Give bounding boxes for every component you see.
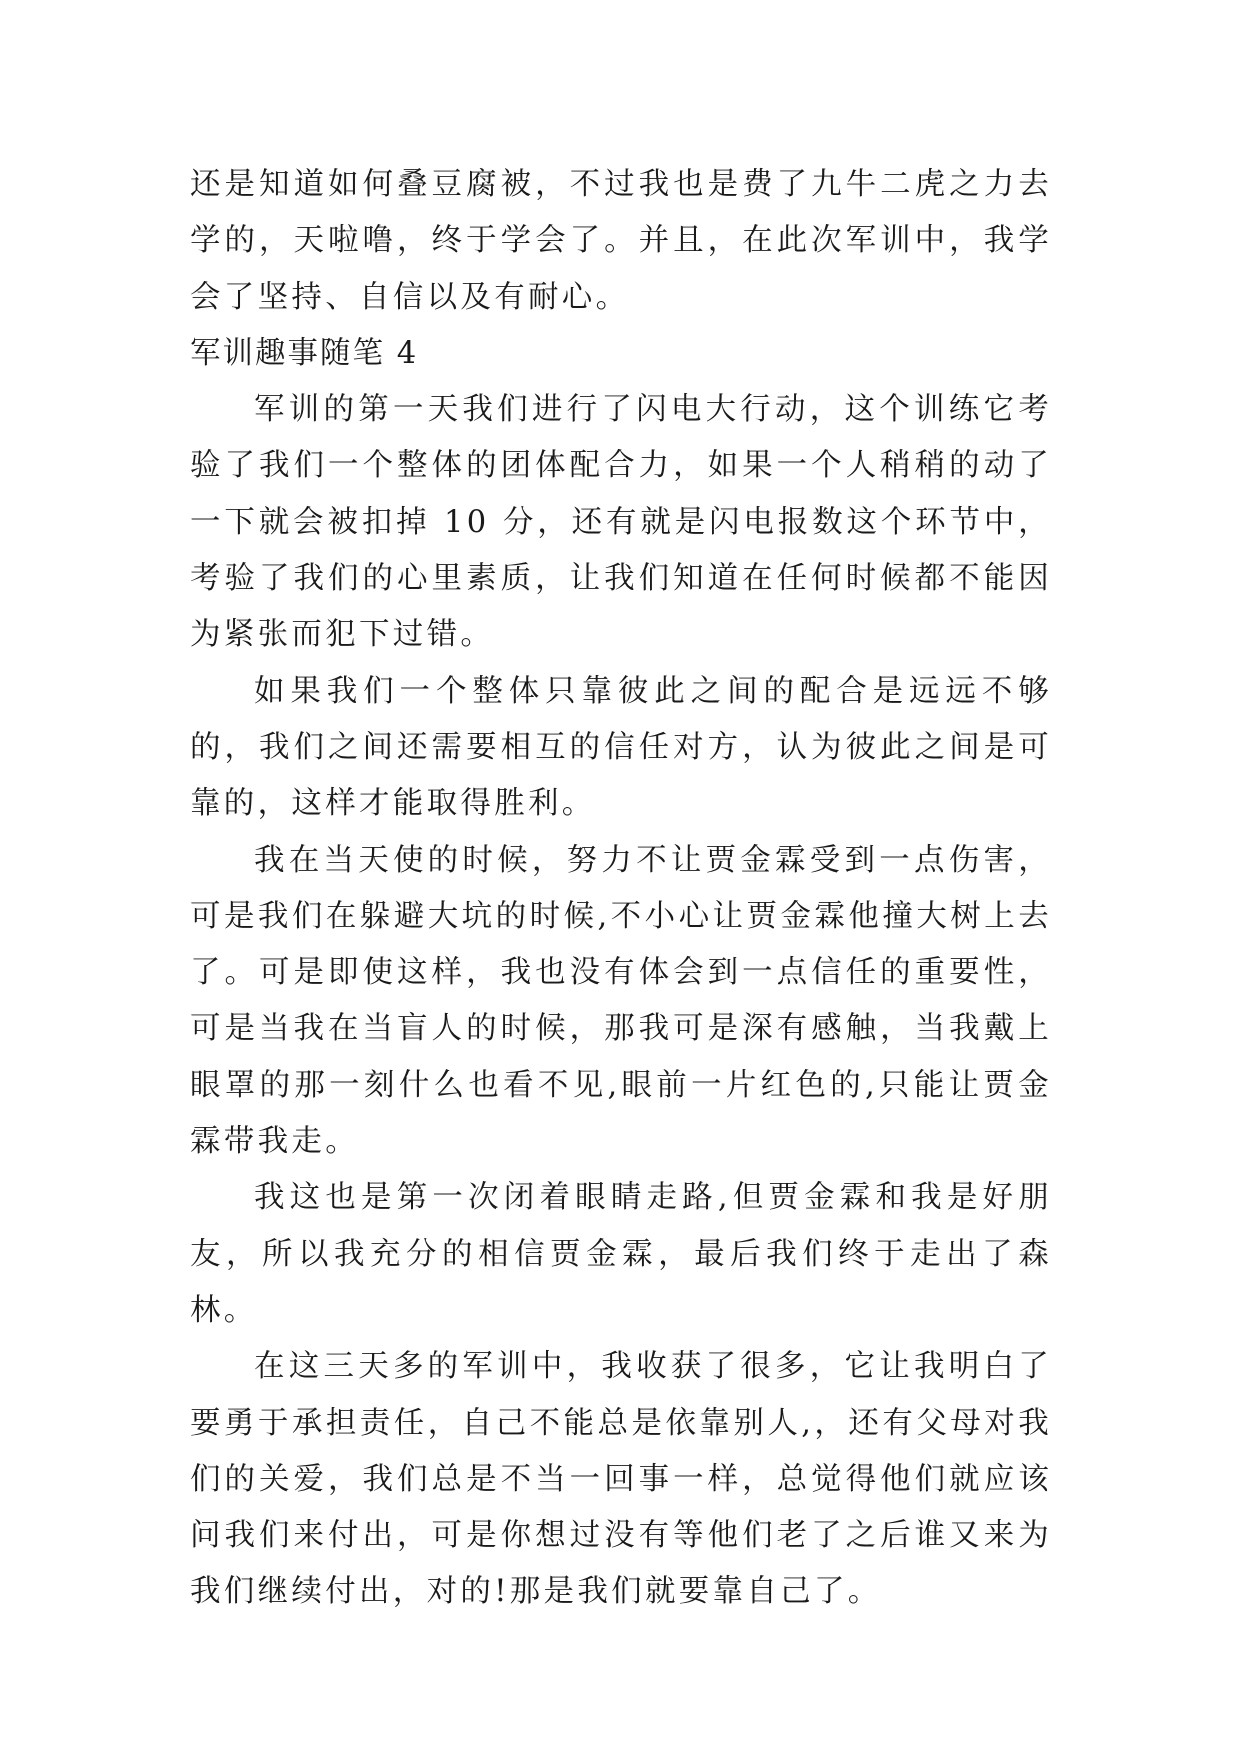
document-page	[190, 157, 1052, 1621]
paragraph-5: 在这三天多的军训中，我收获了很多，它让我明白了要勇于承担责任，自己不能总是依靠别人,，还有父母对我们的关爱，我们总是不当一回事一样，总觉得他们就应该问我们来付出，可是你想过没有等他们老了之后谁又来为我们继续付出，对的!那是我们就要靠自己了。	[190, 1349, 1052, 1610]
section-title: 军训趣事随笔 4	[190, 335, 419, 371]
continuation-paragraph: 还是知道如何叠豆腐被，不过我也是费了九牛二虎之力去学的，天啦噜，终于学会了。并且，在此次军训中，我学会了坚持、自信以及有耐心。	[190, 167, 1052, 315]
paragraph-2: 如果我们一个整体只靠彼此之间的配合是远远不够的，我们之间还需要相互的信任对方，认为彼此之间是可靠的，这样才能取得胜利。	[190, 673, 1052, 822]
paragraph-3: 我在当天使的时候，努力不让贾金霖受到一点伤害，可是我们在躲避大坑的时候,不小心让贾金霖他撞大树上去了。可是即使这样，我也没有体会到一点信任的重要性，可是当我在当盲人的时候，那我可是深有感触，当我戴上眼罩的那一刻什么也看不见,眼前一片红色的,只能让贾金霖带我走。	[190, 842, 1052, 1160]
paragraph-4: 我这也是第一次闭着眼睛走路,但贾金霖和我是好朋友，所以我充分的相信贾金霖，最后我们终于走出了森林。	[190, 1180, 1052, 1328]
paragraph-1: 军训的第一天我们进行了闪电大行动，这个训练它考验了我们一个整体的团体配合力，如果一个人稍稍的动了一下就会被扣掉 10 分，还有就是闪电报数这个环节中，考验了我们的心里素质，让我们知道在任何时候都不能因为紧张而犯下过错。	[190, 392, 1052, 653]
